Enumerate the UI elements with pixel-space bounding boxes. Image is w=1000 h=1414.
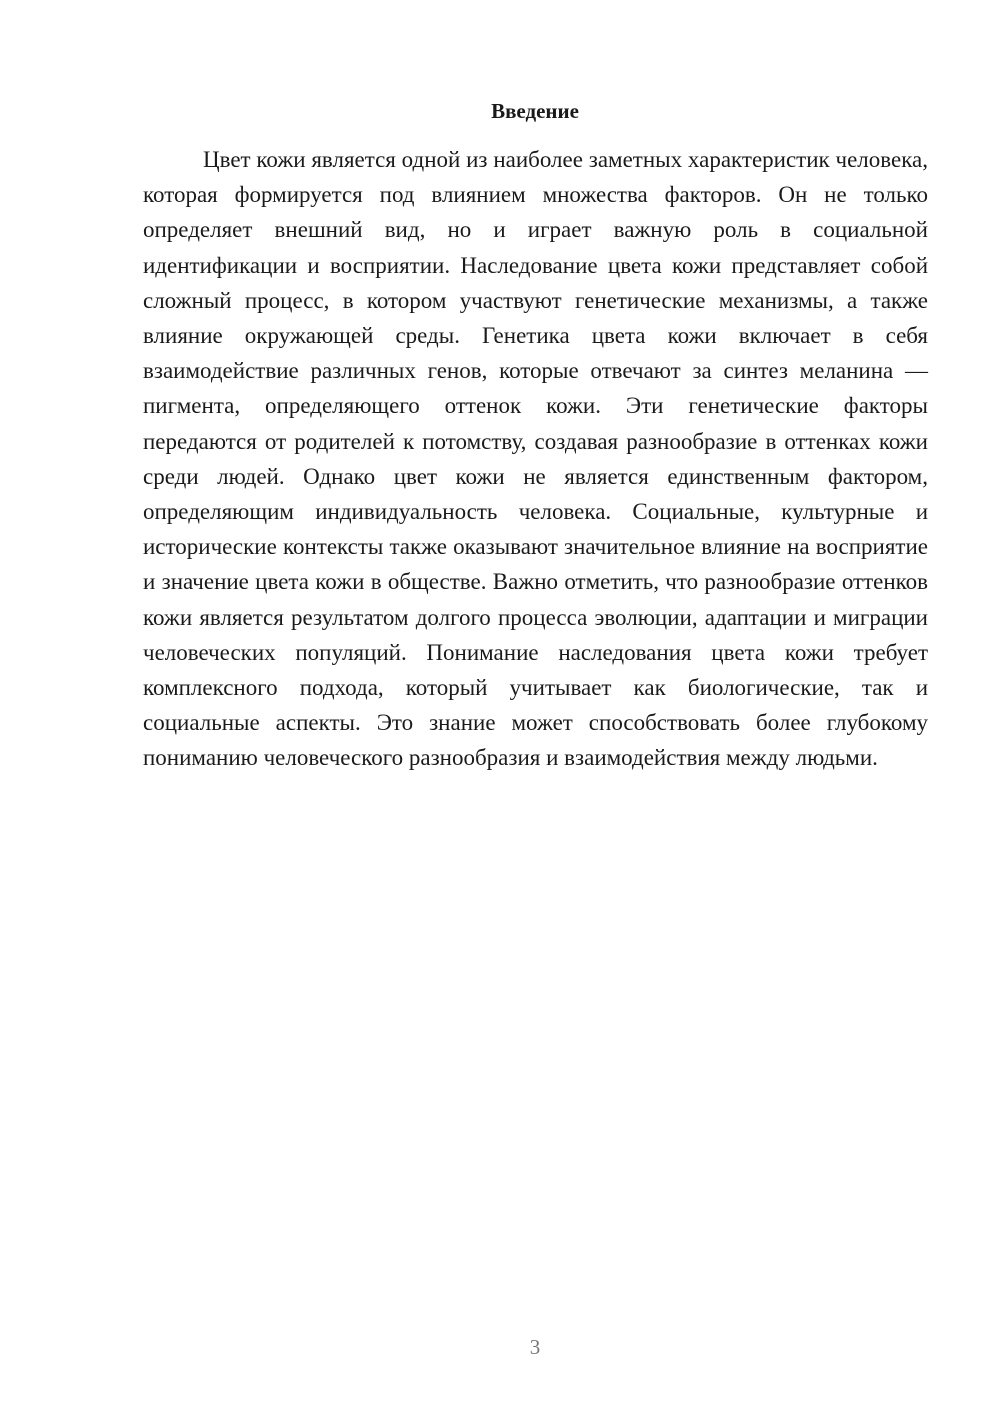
page-title: Введение xyxy=(491,99,579,123)
page-number: 3 xyxy=(529,1335,541,1359)
body-paragraph: Цвет кожи является одной из наиболее заметных характеристик человека, которая формируется под влиянием множества факторов. Он не только определяет внешний вид, но и играет важную роль в социальной идентификации и восприятии. Наследование цвета кожи представляет собой сложный процесс, в котором участвуют генетические механизмы, а также влияние окружающей среды. Генетика цвета кожи включает в себя взаимодействие различных генов, которые отвечают за синтез меланина — пигмента, определяющего оттенок кожи. Эти генетические факторы передаются от родителей к потомству, создавая разнообразие в оттенках кожи среди людей. Однако цвет кожи не является единственным фактором, определяющим индивидуальность человека. Социальные, культурные и исторические контексты также оказывают значительное влияние на восприятие и значение цвета кожи в обществе. Важно отметить, что разнообразие оттенков кожи является результатом долгого процесса эволюции, адаптации и миграции человеческих популяций. Понимание наследования цвета кожи требует комплексного подхода, который учитывает как биологические, так и социальные аспекты. Это знание может способствовать более глубокому пониманию человеческого разнообразия и взаимодействия между людьми. xyxy=(143,147,928,771)
